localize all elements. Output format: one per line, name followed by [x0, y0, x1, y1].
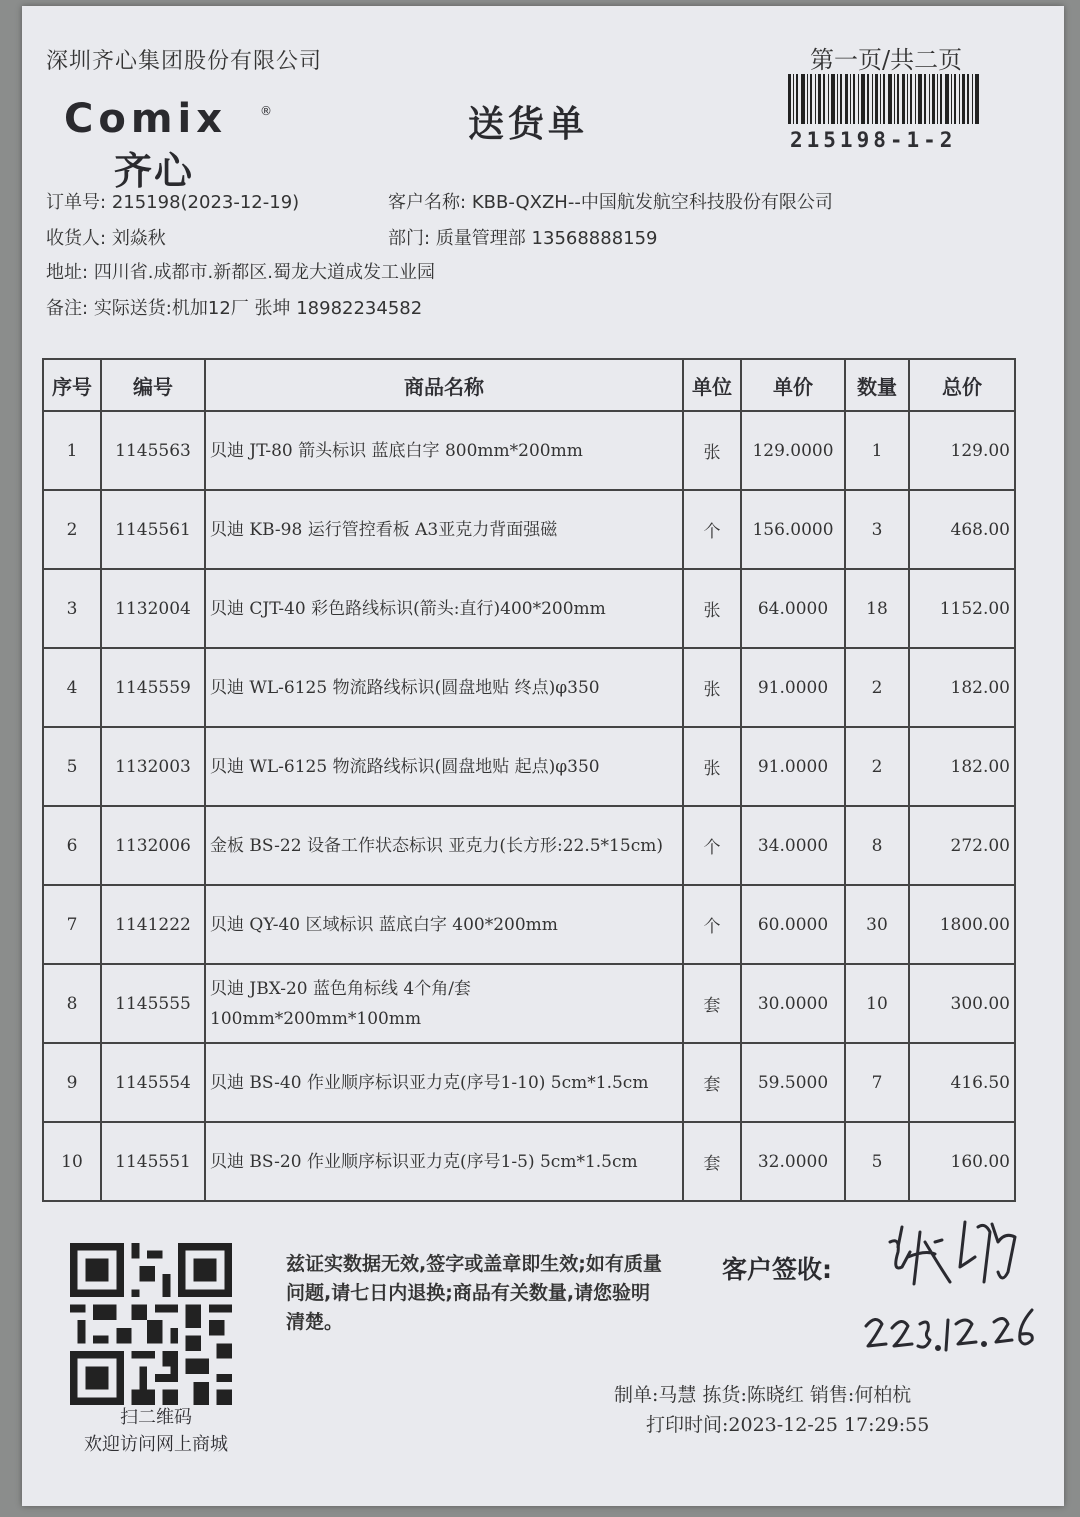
cell-name: 贝迪 CJT-40 彩色路线标识(箭头:直行)400*200mm — [205, 569, 683, 648]
cell-code: 1132004 — [101, 569, 205, 648]
cell-name: 贝迪 JT-80 箭头标识 蓝底白字 800mm*200mm — [205, 411, 683, 490]
cell-qty: 5 — [845, 1122, 909, 1201]
cell-unit: 套 — [683, 1043, 741, 1122]
cell-qty: 1 — [845, 411, 909, 490]
customer-label: 客户名称: — [388, 192, 467, 213]
cell-qty: 30 — [845, 885, 909, 964]
table-row — [43, 1043, 1015, 1122]
cell-no: 5 — [43, 727, 101, 806]
order-value: 215198(2023-12-19) — [111, 192, 300, 213]
table-row — [43, 490, 1015, 569]
remark-label: 备注: — [46, 298, 89, 319]
table-row — [43, 964, 1015, 1043]
cell-name: 贝迪 KB-98 运行管控看板 A3亚克力背面强磁 — [205, 490, 683, 569]
barcode-number: 215198-1-2 — [790, 128, 957, 152]
dept-value: 质量管理部 13568888159 — [435, 228, 658, 249]
cell-price: 129.0000 — [741, 411, 845, 490]
cell-unit: 张 — [683, 648, 741, 727]
cell-price: 91.0000 — [741, 648, 845, 727]
cell-price: 156.0000 — [741, 490, 845, 569]
customer-name — [388, 188, 833, 214]
cell-code: 1145554 — [101, 1043, 205, 1122]
cell-name: 贝迪 QY-40 区域标识 蓝底白字 400*200mm — [205, 885, 683, 964]
cell-unit: 张 — [683, 411, 741, 490]
header-total: 总价 — [909, 359, 1015, 411]
cell-no: 9 — [43, 1043, 101, 1122]
qr-code-icon — [70, 1243, 232, 1405]
cell-qty: 10 — [845, 964, 909, 1043]
receiver — [46, 224, 166, 250]
items-table — [42, 358, 1016, 1202]
cell-code: 1145559 — [101, 648, 205, 727]
cell-total: 1152.00 — [909, 569, 1015, 648]
cell-unit: 套 — [683, 1122, 741, 1201]
cell-qty: 18 — [845, 569, 909, 648]
qr-caption-line2: 欢迎访问网上商城 — [84, 1434, 228, 1455]
remark-value: 实际送货:机加12厂 张坤 18982234582 — [93, 298, 423, 319]
header-code: 编号 — [101, 359, 205, 411]
cell-no: 6 — [43, 806, 101, 885]
cell-no: 7 — [43, 885, 101, 964]
notice-text: 兹证实数据无效,签字或盖章即生效;如有质量问题,请七日内退换;商品有关数量,请您验明清楚。 — [286, 1253, 662, 1333]
cell-code: 1132003 — [101, 727, 205, 806]
cell-total: 416.50 — [909, 1043, 1015, 1122]
header-unit: 单位 — [683, 359, 741, 411]
cell-code: 1145563 — [101, 411, 205, 490]
cell-price: 91.0000 — [741, 727, 845, 806]
logo-text: Comix — [64, 96, 228, 142]
cell-code: 1145561 — [101, 490, 205, 569]
handwritten-date — [862, 1296, 1042, 1366]
cell-code: 1145555 — [101, 964, 205, 1043]
cell-total: 468.00 — [909, 490, 1015, 569]
cell-qty: 7 — [845, 1043, 909, 1122]
handwritten-signature — [880, 1212, 1030, 1292]
cell-no: 2 — [43, 490, 101, 569]
cell-price: 32.0000 — [741, 1122, 845, 1201]
cell-unit: 套 — [683, 964, 741, 1043]
cell-total: 300.00 — [909, 964, 1015, 1043]
cell-no: 4 — [43, 648, 101, 727]
barcode-icon — [788, 74, 980, 124]
qr-caption-line1: 扫二维码 — [120, 1407, 192, 1428]
dept-label: 部门: — [388, 228, 431, 249]
cell-price: 60.0000 — [741, 885, 845, 964]
cell-code: 1132006 — [101, 806, 205, 885]
table-header-row — [43, 359, 1015, 411]
cell-no: 10 — [43, 1122, 101, 1201]
table-row — [43, 1122, 1015, 1201]
address-value: 四川省.成都市.新都区.蜀龙大道成发工业园 — [93, 262, 435, 283]
order-label: 订单号: — [46, 192, 107, 213]
cell-price: 59.5000 — [741, 1043, 845, 1122]
cell-name: 贝迪 WL-6125 物流路线标识(圆盘地贴 终点)φ350 — [205, 648, 683, 727]
table-row — [43, 885, 1015, 964]
cell-no: 1 — [43, 411, 101, 490]
comix-logo — [64, 96, 274, 193]
header-qty: 数量 — [845, 359, 909, 411]
cell-no: 3 — [43, 569, 101, 648]
cell-total: 272.00 — [909, 806, 1015, 885]
cell-name: 贝迪 BS-20 作业顺序标识亚力克(序号1-5) 5cm*1.5cm — [205, 1122, 683, 1201]
cell-total: 129.00 — [909, 411, 1015, 490]
table-row — [43, 648, 1015, 727]
cell-qty: 8 — [845, 806, 909, 885]
cell-name: 贝迪 JBX-20 蓝色角标线 4个角/套 100mm*200mm*100mm — [205, 964, 683, 1043]
cell-price: 64.0000 — [741, 569, 845, 648]
cell-total: 182.00 — [909, 727, 1015, 806]
address-label: 地址: — [46, 262, 89, 283]
customer-sign-label: 客户签收: — [722, 1255, 832, 1284]
receiver-value: 刘焱秋 — [111, 228, 166, 249]
table-row — [43, 411, 1015, 490]
cell-total: 160.00 — [909, 1122, 1015, 1201]
header-price: 单价 — [741, 359, 845, 411]
table-row — [43, 806, 1015, 885]
page-info: 第一页/共二页 — [810, 46, 963, 74]
header-name: 商品名称 — [205, 359, 683, 411]
cell-unit: 个 — [683, 806, 741, 885]
cell-qty: 2 — [845, 727, 909, 806]
cell-code: 1145551 — [101, 1122, 205, 1201]
cell-price: 30.0000 — [741, 964, 845, 1043]
company-name: 深圳齐心集团股份有限公司 — [46, 49, 323, 74]
header-no: 序号 — [43, 359, 101, 411]
cell-price: 34.0000 — [741, 806, 845, 885]
print-time: 打印时间:2023-12-25 17:29:55 — [646, 1414, 930, 1436]
cell-name: 贝迪 BS-40 作业顺序标识亚力克(序号1-10) 5cm*1.5cm — [205, 1043, 683, 1122]
cell-code: 1141222 — [101, 885, 205, 964]
cell-unit: 个 — [683, 885, 741, 964]
qr-caption — [66, 1404, 246, 1458]
cell-name: 贝迪 WL-6125 物流路线标识(圆盘地贴 起点)φ350 — [205, 727, 683, 806]
cell-qty: 3 — [845, 490, 909, 569]
address — [46, 258, 435, 284]
document-title: 送货单 — [468, 104, 589, 145]
cell-total: 182.00 — [909, 648, 1015, 727]
cell-total: 1800.00 — [909, 885, 1015, 964]
registered-mark: ® — [260, 104, 272, 118]
customer-value: KBB-QXZH--中国航发航空科技股份有限公司 — [471, 192, 833, 213]
cell-unit: 张 — [683, 569, 741, 648]
order-number — [46, 188, 299, 214]
department — [388, 224, 658, 250]
cell-unit: 张 — [683, 727, 741, 806]
receiver-label: 收货人: — [46, 228, 107, 249]
logo-chinese: 齐心 — [114, 149, 195, 193]
remark — [46, 294, 422, 320]
cell-name: 金板 BS-22 设备工作状态标识 亚克力(长方形:22.5*15cm) — [205, 806, 683, 885]
cell-unit: 个 — [683, 490, 741, 569]
cell-no: 8 — [43, 964, 101, 1043]
table-row — [43, 727, 1015, 806]
staff-line: 制单:马慧 拣货:陈晓红 销售:何柏杭 — [614, 1384, 912, 1406]
cell-qty: 2 — [845, 648, 909, 727]
table-row — [43, 569, 1015, 648]
